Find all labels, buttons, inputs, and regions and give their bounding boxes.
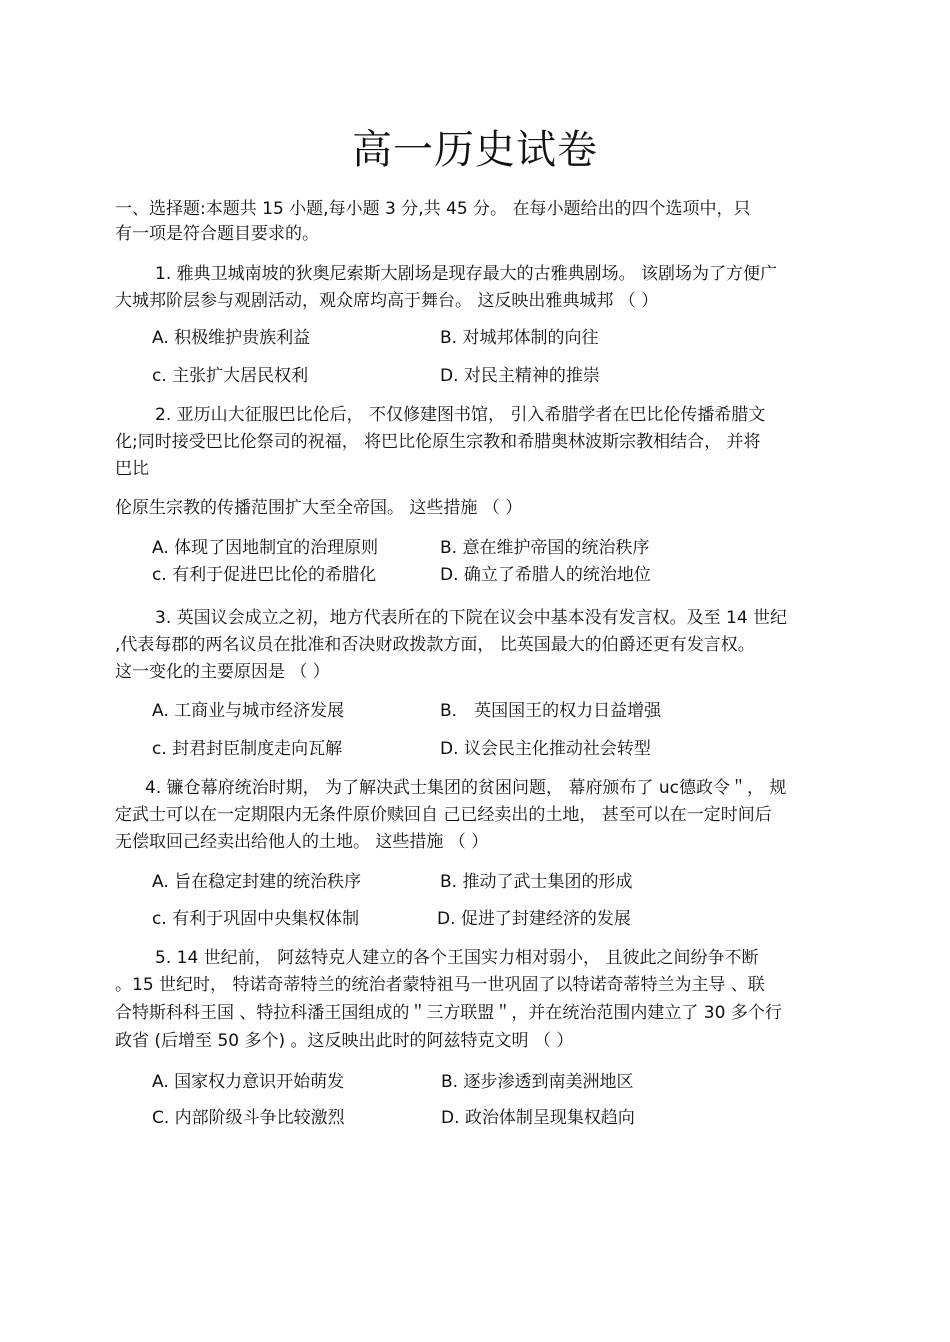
- question-stem-line: 无偿取回己经卖出给他人的土地。 这些措施 （ ）: [115, 832, 489, 852]
- option-b: B. 意在维护帝国的统治秩序: [440, 538, 650, 558]
- question-stem-line: 这一变化的主要原因是 （ ）: [115, 662, 330, 682]
- option-c: c. 有利于巩固中央集权体制: [152, 909, 360, 929]
- option-d: D. 促进了封建经济的发展: [437, 909, 631, 929]
- option-a: A. 体现了因地制宜的治理原则: [152, 538, 379, 558]
- question-stem-line: 定武士可以在一定期限内无条件原价赎回自 己已经卖出的土地， 甚至可以在一定时间后: [115, 805, 772, 825]
- option-a: A. 工商业与城市经济发展: [152, 701, 345, 721]
- question-stem-line: 大城邦阶层参与观剧活动，观众席均高于舞台。 这反映出雅典城邦 （ ）: [115, 291, 659, 311]
- option-d: D. 议会民主化推动社会转型: [440, 739, 651, 759]
- question-stem-line: 伦原生宗教的传播范围扩大至全帝国。 这些措施 （ ）: [115, 498, 523, 518]
- section-header-line-1: 一、选择题:本题共 15 小题,每小题 3 分,共 45 分。 在每小题给出的四个选项中，只: [115, 199, 751, 219]
- option-c: c. 有利于促进巴比伦的希腊化: [152, 565, 377, 585]
- question-stem-line: 政省 (后增至 50 多个) 。这反映出此时的阿兹特克文明 （ ）: [115, 1031, 574, 1051]
- option-b: B. 逐步渗透到南美洲地区: [441, 1072, 634, 1092]
- option-c: c. 主张扩大居民权利: [152, 366, 309, 386]
- option-c: C. 内部阶级斗争比较激烈: [152, 1108, 345, 1128]
- question-stem-line: 巴比: [115, 459, 149, 479]
- question-stem-line: 。15 世纪时， 特诺奇蒂特兰的统治者蒙特祖马一世巩固了以特诺奇蒂特兰为主导 、联: [115, 975, 765, 995]
- question-stem-line: 4. 镰仓幕府统治时期， 为了解决武士集团的贫困问题， 幕府颁布了 uc德政令＂， 规: [145, 778, 787, 798]
- option-b: B. 推动了武士集团的形成: [440, 872, 633, 892]
- document-title: 高一历史试卷: [352, 127, 598, 173]
- option-a: A. 旨在稳定封建的统治秩序: [152, 872, 362, 892]
- section-header-line-2: 有一项是符合题目要求的。: [115, 224, 319, 244]
- option-b: B. 对城邦体制的向往: [440, 328, 599, 348]
- option-c: c. 封君封臣制度走向瓦解: [152, 739, 343, 759]
- option-d: D. 政治体制呈现集权趋向: [441, 1108, 635, 1128]
- option-a: A. 国家权力意识开始萌发: [152, 1072, 345, 1092]
- option-b: B． 英国国王的权力日益增强: [440, 701, 662, 721]
- option-a: A. 积极维护贵族利益: [152, 328, 311, 348]
- question-stem-line: 合特斯科科王国 、特拉科潘王国组成的＂三方联盟＂，并在统治范围内建立了 30 多个行: [115, 1003, 782, 1023]
- option-d: D. 对民主精神的推崇: [440, 366, 600, 386]
- question-stem-line: ,代表每郡的两名议员在批准和否决财政拨款方面， 比英国最大的伯爵还更有发言权。: [115, 635, 755, 655]
- question-stem-line: 化;同时接受巴比伦祭司的祝福， 将巴比伦原生宗教和希腊奥林波斯宗教相结合， 并将: [115, 432, 761, 452]
- option-d: D. 确立了希腊人的统治地位: [440, 565, 651, 585]
- question-stem-line: 3. 英国议会成立之初，地方代表所在的下院在议会中基本没有发言权。及至 14 世纪: [155, 608, 788, 628]
- question-stem-line: 2. 亚历山大征服巴比伦后， 不仅修建图书馆， 引入希腊学者在巴比伦传播希腊文: [155, 405, 766, 425]
- question-stem-line: 1. 雅典卫城南坡的狄奥尼索斯大剧场是现存最大的古雅典剧场。 该剧场为了方便广: [155, 264, 778, 284]
- question-stem-line: 5. 14 世纪前， 阿兹特克人建立的各个王国实力相对弱小， 且彼此之间纷争不断: [155, 948, 759, 968]
